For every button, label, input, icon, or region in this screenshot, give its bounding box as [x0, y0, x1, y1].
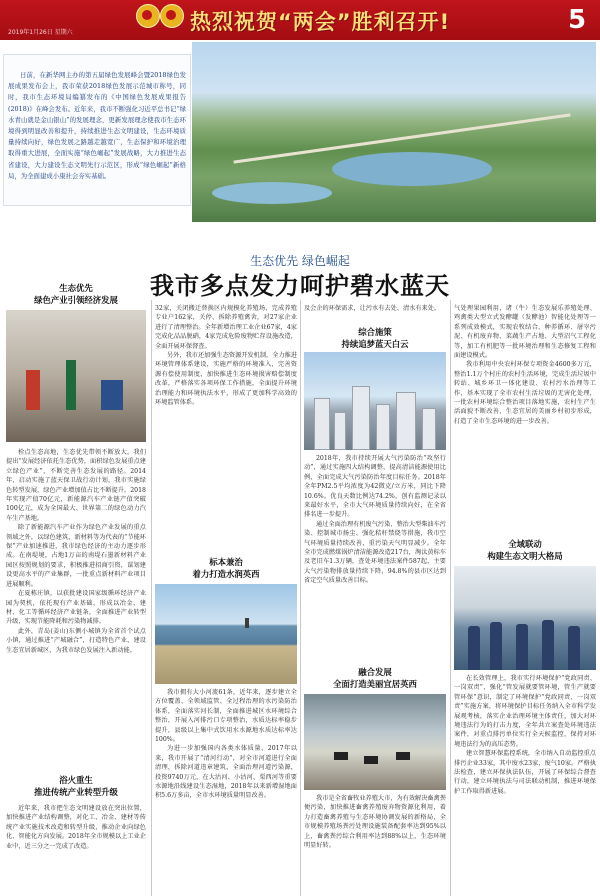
- paragraph: 近年来，我市把生态文明建设放在突出位置，加快推进产业结构调整，对化工、冶金、建材等传统产业实施技术改造和转型升级，推动企业向绿色化、智能化方向发展。2018年全市规模以上工业企业中，近三分之一完成了改造。: [6, 805, 146, 850]
- paragraph: 在长效管理上，我市实行环境保护“党政同责、一岗双责”，强化“管发展就要管环境，管生产就要管环保”意识，制定了环境保护“党政同责、一岗双责”实施方案，将环境保护目标任务纳入全市科学发展观考核，落实企业治理环境主体责任，加大对环境违法行为的打击力度，全年共立案查处环境违法案件，对重点排污单位实行全天候监控，保持对环境违法行为的高压态势。: [454, 675, 596, 748]
- paragraph: 除了新能源汽车产业作为绿色产业发展的重点领域之外，以绿色建筑、新材料等为代表的“节能环保”产业加速推进，我市绿色经济的主动力逐步形成。在南堤境，占地1万亩的南堤石墨新材料产业园区按照规划的要求，积极推进招商引资，谋划建设更高水平的产业集群，一批重点新材料产业项目进展顺利。: [6, 524, 146, 588]
- national-emblem-icon: [160, 4, 184, 28]
- section-heading-2: [6, 774, 146, 798]
- city-skyline-photo: [304, 352, 446, 450]
- inspection-team-photo: [454, 566, 596, 670]
- article-headline: 我市多点发力呵护碧水蓝天: [150, 271, 450, 300]
- article-kicker: 生态优先 绿色崛起: [250, 254, 350, 268]
- column-2-text: [155, 304, 297, 552]
- column-1-text-bottom: [6, 804, 146, 894]
- section-title: 绿色产业引领经济发展: [34, 295, 118, 305]
- issue-date: 2019年1月26日 星期六: [8, 29, 73, 36]
- paragraph: 栓点生态高地，生态优先带领不断放大。我们提出“发展经济依托生态优势，面积绿色发展重点建立绿色产业”，不断完善生态发展的路径。2014年，启动实施了蓝天保卫战行动计划，我市实施绿色转型发展，绿色产业增加值占比不断提升。2018年实现产值70亿元，新能源汽车产业链产值突破100亿元，成为全国最大、世界第二的绿色动力汽车生产基地。: [6, 449, 146, 522]
- photo-lake: [332, 152, 492, 186]
- section-kicker: 融合发展: [358, 667, 392, 677]
- banner-headline: 热烈祝贺“两会”胜利召开!: [190, 10, 451, 34]
- column-3-text-bottom: [304, 794, 446, 894]
- paragraph: 在夏栋庄镇，以获批建设国家级循环经济产业园为契机，依托现有产业基础，形成以冶金、建材、化工等循环经济产业链条，全面推进产业转型升级，实现节能降耗和污染物减排。: [6, 590, 146, 626]
- paragraph: 我市是全省畜牧业养殖大市，为有效解决畜禽粪便污染，加快推进畜禽养殖废弃物资源化利用，着力打造畜禽养殖与生态环境协调发展的新格局，全市规模养殖场粪污处理设施装备配套率达到95%以上，畜禽粪污综合利用率达到88%以上，生态环境明显好转。: [304, 795, 446, 850]
- section-kicker: 标本兼治: [209, 557, 243, 567]
- column-divider: [151, 300, 152, 896]
- livestock-barn-photo: [304, 694, 446, 790]
- section-kicker: 生态优先: [59, 283, 93, 293]
- section-title: 着力打造水润英西: [192, 569, 260, 579]
- paragraph: 气处理果园利用，诸（牛）生态发展乐养殖处理、鸡禽类大型立式发酵罐（发酵池）智能化处理等一系列成效模式，实现农牧结合、种养循环、屠宰污泥、有机废弃物、菜蔬生产占地、大型沼气工程化等，加工有机肥等一批环境治理和生态修复工程和面建设模式。: [454, 305, 596, 360]
- column-3-text-top: [304, 304, 446, 324]
- paragraph: 及会企的环保需求，让污水有去处、清水有来处。: [304, 305, 441, 312]
- column-divider: [450, 300, 451, 896]
- wetland-aerial-photo: [192, 42, 596, 222]
- paragraph: 此外，青岛(姜山)东侧小城镇为全省首个试点小镇，通过推进“产城融合”，打造特色产业，建设生态宜居新城区，为我市绿色发展注入新动能。: [6, 627, 146, 654]
- coastline-photo: [155, 584, 297, 684]
- paragraph: 另外，我市还加强生态资源开发机制，全力推进环境管理体系建设，实施严格的环境准入，完善资源有偿使用制度，加快推进生态环境损害赔偿制度改革，严格落实各项环保工作措施，全面提升环境治理能力和环境执法水平，形成了更加科学高效的环境监管体系。: [155, 352, 297, 407]
- page-header: [0, 0, 600, 40]
- intro-text: 日前，在新华网主办的第五届绿色发展峰会暨2018绿色发展成果发布会上，我市荣获2018绿色发展示范城市称号，同时，我市生态环境局编纂发布的《中国绿色发展成果报告(2018)》在峰会发布。近年来，我市不断强化习近平总书记“绿水青山就是金山银山”的发展理念，更新发展理念使我市生态环境得到明显改善和提升，持续推进生态文明建设，生态环境质量持续向好，绿色发展之路越走越宽广，生态保护和环境治理取得重大进展，全面实施“绿色崛起”发展战略，大力推进生态省建设，大力建设生态文明先行示范区，形成“绿色崛起”新格局，为全面建成小康社会夯实基础。: [8, 71, 186, 180]
- paragraph: 32家，关闭搬迁替换区内规模化养殖场，完成养殖专业户162家，关停、拆除养殖禽舍，对27家企业进行了清理整治。全年新增治理工业企业67家，4家完成化品品脱硝，4家完成危险废物贮存设施改造，全面开展环保督查。: [155, 305, 297, 350]
- section-heading-5: [304, 666, 446, 690]
- paragraph: 我市利用中央农村环保专项资金4600多万元，整治1.1万个村庄的农村生活环境，完成生活垃圾中转站、城乡环卫一体化建设、农村污水治理等工作，基本实现了全市农村生活垃圾的无害化处理，一批农村环境综合整治项目落地实施，农村生产生活面貌不断改善，生态宜居的美丽乡村初步形成，打造了全市生态环境的进一步改善。: [454, 361, 596, 425]
- section-kicker: 全域联动: [508, 539, 542, 549]
- paragraph: 为进一步加强国内各类水体质量，2017年以来，我市开展了“清河行动”，对全市河道进行全面清理，拆除河道违章建筑，全面治理河道污染源，投资9740万元，在大沽河、小沽河、栗西河等重要水源地沿线建设生态湿地，2018年以来新增湿地面积5.6万多亩，全市水环境质量明显改善。: [155, 745, 297, 800]
- column-3-text: [304, 454, 446, 664]
- column-4-text-bottom: [454, 674, 596, 894]
- column-2-text-bottom: [155, 688, 297, 894]
- section-heading-4: [304, 326, 446, 350]
- paragraph: 通过全面治理有机废气污染、整治大型柴油车污染、控制城市扬尘、强化秸秆禁烧等措施，我市空气环境质量持续改善，重污染天气明显减少。全年全市完成燃煤锅炉清洁能源改造217台，淘汰黄标车及老旧车1.3万辆，查处环境违法案件587起，主要大气污染物排放量持续下降，94.8%的县市区达到省定空气质量改善目标。: [304, 520, 446, 585]
- party-emblem-icon: [136, 4, 160, 28]
- section-title: 推进传统产业转型升级: [34, 787, 118, 797]
- section-kicker: 综合施策: [358, 327, 392, 337]
- photo-lake: [212, 182, 332, 204]
- paragraph: 我市拥有大小河流61条，近年来，逐步建立全方位覆盖、全领域监管、全过程治理的水污染防治体系，全面落实河长制，全面推进城区水环境综合整治，开展入河排污口专项整治，水质达标率稳步提升，县级以上集中式饮用水水源地水质达标率达100%。: [155, 689, 297, 744]
- section-title: 持续追梦蓝天白云: [341, 339, 409, 349]
- paragraph: 建立智慧环保监控系统，全市纳入自动监控重点排污企业33家，其中废水23家，废气10家。严格执法检查，建立环保执法队伍，开展了环保综合督查行动，建立环境执法与司法联动机制，推进环境保护工作取得新进展。: [454, 750, 596, 795]
- section-title: 构建生态文明大格局: [487, 551, 563, 561]
- section-heading-3: [155, 556, 297, 580]
- paragraph: 2018年，我市持续开展大气污染防治“攻坚行动”，通过实施四大结构调整，提高清洁能源使用比例，全面完成大气污染防治年度目标任务。2018年全年PM2.5平均浓度为42微克/立方米，同比下降10.6%。优良天数比例达74.2%，创有监测记录以来最好水平，全市大气环境质量持续向好，在全省排名进一步提升。: [304, 455, 446, 519]
- column-1-text: [6, 448, 146, 664]
- section-title: 全面打造美丽宜居英西: [333, 679, 417, 689]
- column-4-text: [454, 304, 596, 528]
- section-kicker: 浴火重生: [59, 775, 93, 785]
- section-heading-1: [6, 282, 146, 306]
- factory-photo: [6, 310, 146, 442]
- section-heading-6: [454, 538, 596, 562]
- column-divider: [300, 300, 301, 896]
- page-number: 5: [568, 5, 587, 35]
